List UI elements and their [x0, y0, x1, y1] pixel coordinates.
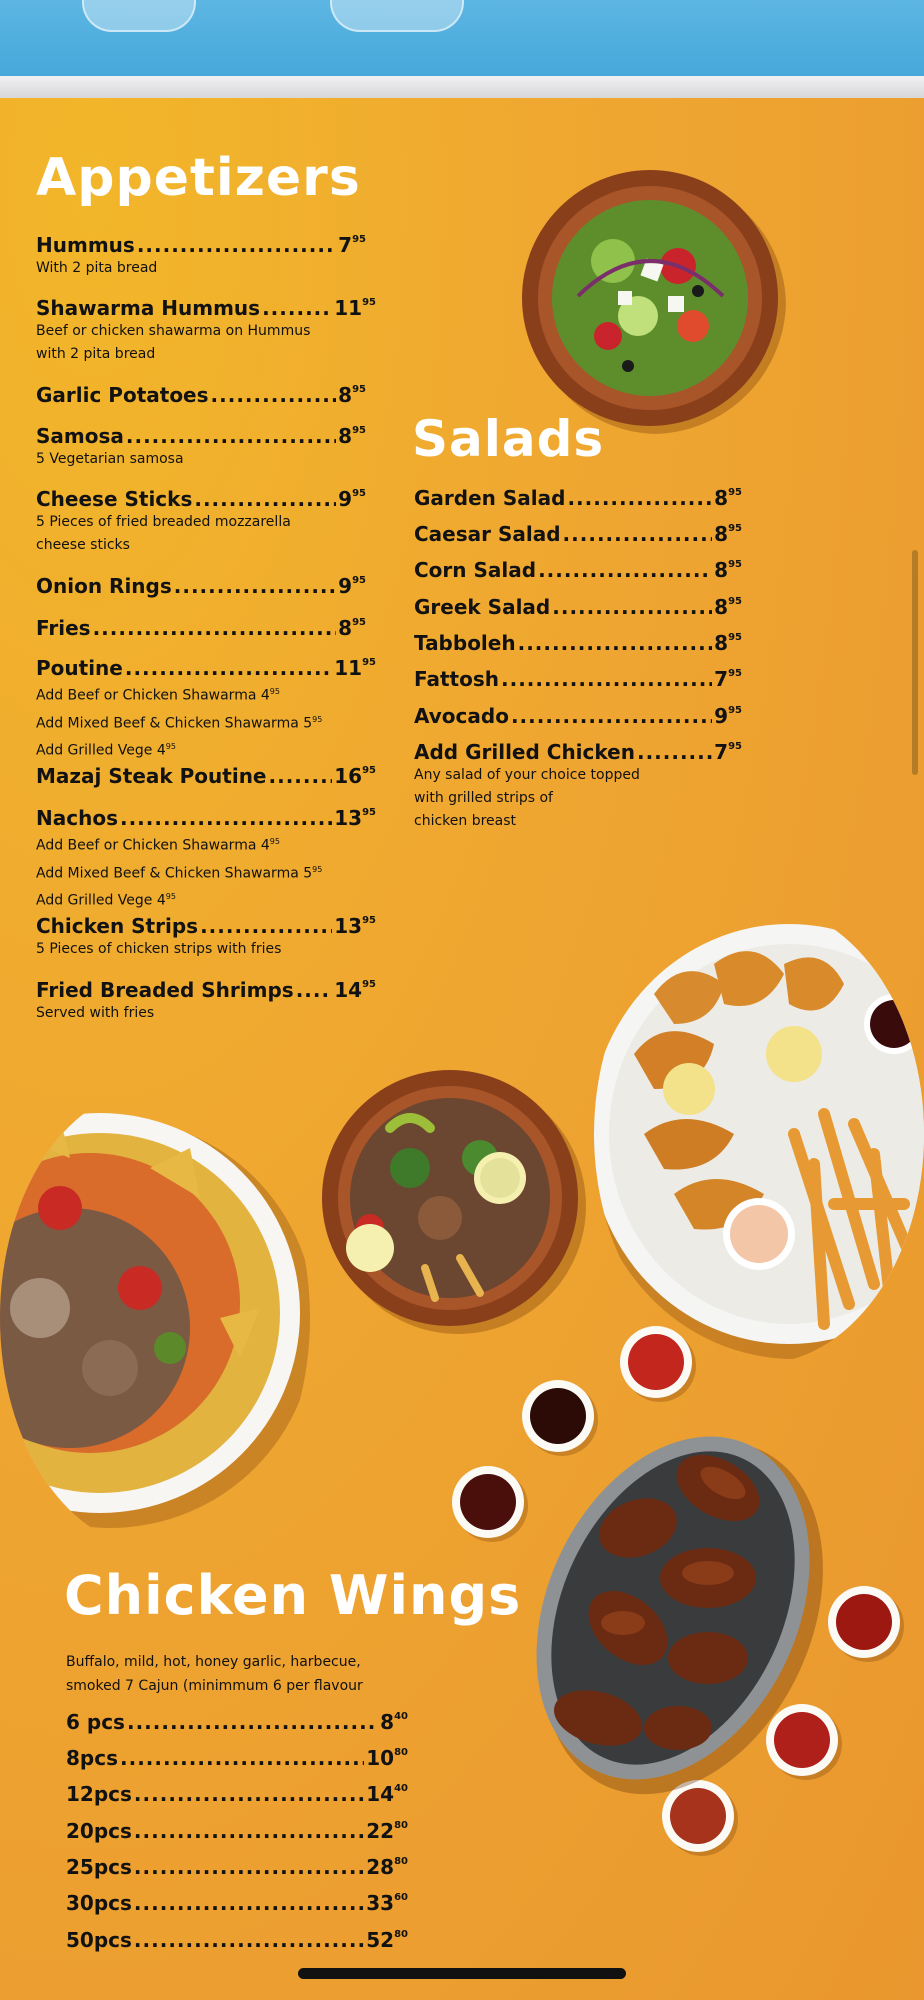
item-description: Beef or chicken shawarma on Hummus [36, 323, 311, 339]
menu-item-corn-salad[interactable]: Corn Salad ..... $8^{95}$ [414, 558, 742, 582]
item-addon: Add Grilled Vege $4^{95}$ [36, 742, 176, 759]
menu-item-hummus[interactable]: Hummus ..... $7^{95}$ With 2 pita bread [36, 233, 366, 280]
menu-item-onion-rings[interactable]: Onion Rings ..... $9^{95}$ [36, 574, 366, 598]
item-description: Served with fries [36, 1005, 155, 1021]
chicken-wings-pan-image [508, 1408, 838, 1808]
menu-item-cheese-sticks[interactable]: Cheese Sticks ..... $9^{95}$ 5 Pieces of fried breaded mozzarella cheese sticks [36, 487, 366, 557]
menu-item-wings-20pcs[interactable]: 20pcs ..... $22^{80}$ [66, 1819, 408, 1843]
item-description: with 2 pita bread [36, 346, 156, 362]
menu-item-shawarma-hummus[interactable]: Shawarma Hummus ..... $11^{95}$ Beef or chicken shawarma on Hummus with 2 pita bread [36, 296, 376, 366]
salads-title: Salads [412, 410, 605, 468]
menu-item-wings-25pcs[interactable]: 25pcs ..... $28^{80}$ [66, 1855, 408, 1879]
menu-item-wings-6pcs[interactable]: 6 pcs ..... $8^{40}$ [66, 1710, 408, 1734]
section-divider [0, 76, 924, 98]
sauce-cup-image [450, 1464, 530, 1544]
item-addon: Add Mixed Beef & Chicken Shawarma $5^{95}$ [36, 864, 323, 882]
menu-item-fattosh[interactable]: Fattosh ..... $7^{95}$ [414, 667, 742, 691]
menu-item-poutine[interactable]: Poutine ..... $11^{95}$ Add Beef or Chicken Shawarma $4^{95}$ Add Mixed Beef & Chicken Shawarma $5^{95}$ Add Grilled Vege $4^{95}$ [36, 656, 376, 763]
menu-item-fries[interactable]: Fries ..... $8^{95}$ [36, 616, 366, 640]
item-description: Any salad of your choice topped [414, 767, 640, 783]
glass-image [82, 0, 196, 32]
sauce-cup-image [618, 1324, 698, 1404]
header-photo-band [0, 0, 924, 76]
menu-item-wings-8pcs[interactable]: 8pcs ..... $10^{80}$ [66, 1746, 408, 1770]
menu-item-garlic-potatoes[interactable]: Garlic Potatoes ..... $8^{95}$ [36, 383, 366, 407]
item-addon: Add Beef or Chicken Shawarma $4^{95}$ [36, 837, 280, 854]
menu-page [0, 98, 924, 2000]
menu-item-tabboleh[interactable]: Tabboleh ..... $8^{95}$ [414, 631, 742, 655]
shawarma-bowl-image [310, 1058, 590, 1338]
menu-item-mazaj-steak-poutine[interactable]: Mazaj Steak Poutine ..... $16^{95}$ [36, 764, 376, 788]
glass-image [330, 0, 464, 32]
item-addon: Add Mixed Beef & Chicken Shawarma $5^{95}$ [36, 714, 323, 732]
home-indicator[interactable] [298, 1968, 626, 1979]
scrollbar-thumb[interactable] [912, 550, 918, 775]
item-description: chicken breast [414, 813, 517, 829]
menu-item-caesar-salad[interactable]: Caesar Salad ..... $8^{95}$ [414, 522, 742, 546]
item-addon: Add Grilled Vege $4^{95}$ [36, 892, 176, 909]
menu-item-samosa[interactable]: Samosa ..... $8^{95}$ 5 Vegetarian samosa [36, 424, 366, 471]
wings-flavours-description: Buffalo, mild, hot, honey garlic, harbecue, smoked 7 Cajun (minimmum 6 per flavour [66, 1654, 363, 1694]
item-description: 5 Pieces of chicken strips with fries [36, 941, 282, 957]
item-description: 5 Vegetarian samosa [36, 451, 184, 467]
item-addon: Add Beef or Chicken Shawarma $4^{95}$ [36, 687, 280, 704]
menu-item-nachos[interactable]: Nachos ..... $13^{95}$ Add Beef or Chicken Shawarma $4^{95}$ Add Mixed Beef & Chicken Shawarma $5^{95}$ Add Grilled Vege $4^{95}$ [36, 806, 376, 913]
menu-item-avocado[interactable]: Avocado ..... $9^{95}$ [414, 704, 742, 728]
menu-item-greek-salad[interactable]: Greek Salad ..... $8^{95}$ [414, 595, 742, 619]
item-description: cheese sticks [36, 537, 130, 553]
chicken-wings-title: Chicken Wings [64, 1564, 522, 1627]
menu-item-fried-breaded-shrimps[interactable]: Fried Breaded Shrimps ..... $14^{95}$ Served with fries [36, 978, 376, 1025]
shrimp-platter-image [594, 904, 924, 1364]
item-description: 5 Pieces of fried breaded mozzarella [36, 514, 291, 530]
menu-item-add-grilled-chicken[interactable]: Add Grilled Chicken ..... $7^{95}$ Any salad of your choice topped with grilled strips of chicken breast [414, 740, 742, 833]
sauce-cup-image [826, 1584, 906, 1664]
menu-item-wings-30pcs[interactable]: 30pcs ..... $33^{60}$ [66, 1891, 408, 1915]
salad-bowl-image [518, 166, 786, 434]
item-description: with grilled strips of [414, 790, 553, 806]
menu-item-wings-12pcs[interactable]: 12pcs ..... $14^{40}$ [66, 1782, 408, 1806]
nachos-plate-image [0, 1088, 310, 1548]
menu-item-garden-salad[interactable]: Garden Salad ..... $8^{95}$ [414, 486, 742, 510]
menu-item-chicken-strips[interactable]: Chicken Strips ..... $13^{95}$ 5 Pieces of chicken strips with fries [36, 914, 376, 961]
appetizers-title: Appetizers [36, 148, 361, 208]
item-description: With 2 pita bread [36, 260, 158, 276]
menu-item-wings-50pcs[interactable]: 50pcs ..... $52^{80}$ [66, 1928, 408, 1952]
